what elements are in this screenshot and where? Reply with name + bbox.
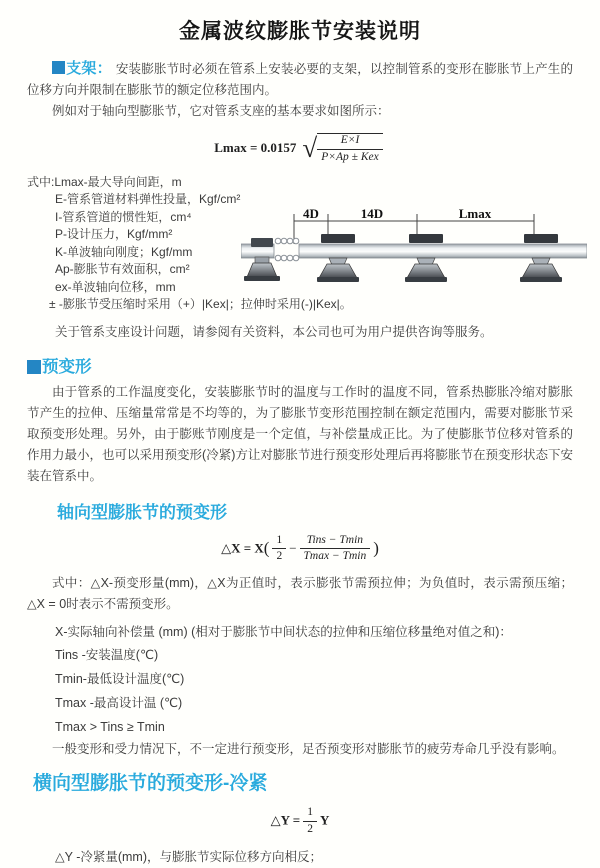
definition-line: ex-单波轴向位移，mm <box>55 279 176 294</box>
fraction-numerator: 1 <box>303 806 317 822</box>
predeform-heading-row <box>27 353 573 377</box>
dim-label-14d: 14D <box>360 206 384 221</box>
temp-condition-line: Tmax > Tins ≥ Tmin <box>55 720 165 735</box>
axial-subheading: 轴向型膨胀节的预变形 <box>57 502 227 522</box>
fraction-numerator: Tins − Tmin <box>300 534 371 550</box>
document-page <box>0 15 600 864</box>
lmax-formula-numerator: E×I <box>317 134 383 150</box>
minus-sign: − <box>289 539 297 555</box>
lmax-formula-fraction <box>317 133 383 165</box>
page-title: 金属波纹膨胀节安装说明 <box>179 20 421 43</box>
bellows-icon <box>275 238 299 261</box>
open-paren: ( <box>263 537 270 557</box>
axial-explain-paragraph: 式中：△X-预变形量(mm)，△X为正值时，表示膨张节需预拉伸；为负值时，表示需预压缩；△X = 0时表示不需预变形。 <box>27 576 573 612</box>
fraction-denominator: Tmax − Tmin <box>303 550 367 563</box>
axial-formula-lhs: △X = X <box>221 539 264 555</box>
one-half-fraction <box>303 806 317 837</box>
definitions-and-diagram <box>27 174 573 314</box>
axial-general-note: 一般变形和受力情况下，不一定进行预变形，足否预变形对膨胀节的疲劳寿命几乎没有影响。 <box>52 742 565 757</box>
section-marker-icon <box>52 61 65 74</box>
fraction-denominator: 2 <box>307 822 313 835</box>
definition-line: P-设计压力，Kgf/mm² <box>55 227 173 242</box>
axial-predeform-formula <box>27 534 573 565</box>
definition-line: Ap-膨胀节有效面积，cm² <box>55 262 190 277</box>
one-half-fraction <box>272 534 286 565</box>
dim-label-4d: 4D <box>303 206 319 221</box>
definition-line: K-单波轴向刚度；Kgf/mm <box>55 244 193 259</box>
support-section-heading: 支架： <box>66 60 112 77</box>
fraction-numerator: 1 <box>272 534 286 550</box>
lmax-formula-denominator: P×Ap ± Kex <box>321 150 379 163</box>
lateral-coldspring-formula <box>27 806 573 837</box>
definition-line: I-管系管道的惯性矩，cm⁴ <box>55 209 192 224</box>
predeform-paragraph: 由于管系的工作温度变化，安装膨胀节时的温度与工作时的温度不同，管系热膨胀冷缩对膨胀节产生的拉伸、压缩量常常是不均等的，为了膨胀节变形范围控制在额定范围内，需要对膨胀节采取预变形处理。另外，由于膨账节刚度是一个定值，与补偿量成正比。为了使膨胀节位移对管系的作用力最小，也可以采用预变形(冷紧)方让对膨胀节进行预变形处理后再将膨胀节在预变形状态下安装在管系中。 <box>27 384 573 483</box>
definition-line: E-管系管道材料弹性投量，Kgf/cm² <box>55 192 241 207</box>
radical-sign-icon: √ <box>302 133 318 164</box>
lateral-formula-lhs: △Y = <box>270 812 301 828</box>
fraction-denominator: 2 <box>276 550 283 563</box>
lateral-subheading: 横向型膨胀节的预变形-冷紧 <box>33 773 268 795</box>
temp-definition-line: Tmin-最低设计温度(℃) <box>55 672 185 687</box>
temp-definition-line: Tmax -最高设计温 (℃) <box>55 696 183 711</box>
pipe-support-diagram <box>241 207 587 303</box>
lmax-formula-lhs: Lmax = 0.0157 <box>214 139 297 155</box>
temperature-fraction <box>300 534 371 565</box>
support-intro-paragraph <box>27 58 573 101</box>
main-pipe <box>299 244 587 258</box>
dim-label-lmax: Lmax <box>458 206 492 221</box>
lateral-formula-rhs: Y <box>319 812 330 828</box>
plus-minus-note: ± -膨胀节受压缩时采用（+）|Kex|；拉伸时采用(-)|Kex|。 <box>49 297 352 312</box>
support-section <box>27 58 573 341</box>
temp-definition-line: Tins -安装温度(℃) <box>55 648 159 663</box>
support-example-line: 例如对于轴向型膨胀节，它对管系支座的基本要求如图所示： <box>52 104 390 118</box>
predeform-section-heading: 预变形 <box>42 357 92 376</box>
definition-line: 式中:Lmax-最大导向间距，m <box>27 174 182 189</box>
lmax-formula <box>27 133 573 165</box>
section-marker-icon <box>27 360 41 374</box>
x-definition-line: X-实际轴向补偿量 (mm) (相对于膨胀节中间状态的拉伸和压缩位移量绝对值之和)： <box>55 625 512 640</box>
close-paren: ) <box>373 537 379 557</box>
lateral-note-line: △Y -冷紧量(mm)，与膨胀节实际位移方向相反； <box>55 849 323 864</box>
support-intro-text: 安装膨胀节时必须在管系上安装必要的支架，以控制管系的变形在膨胀节上产生的位移方向并限制在膨胀节的额定位移范围内。 <box>27 62 573 97</box>
support-service-note: 关于管系支座设计问题，请参阅有关资料，本公司也可为用户提供咨询等服务。 <box>55 324 493 339</box>
predeform-section <box>27 353 573 868</box>
